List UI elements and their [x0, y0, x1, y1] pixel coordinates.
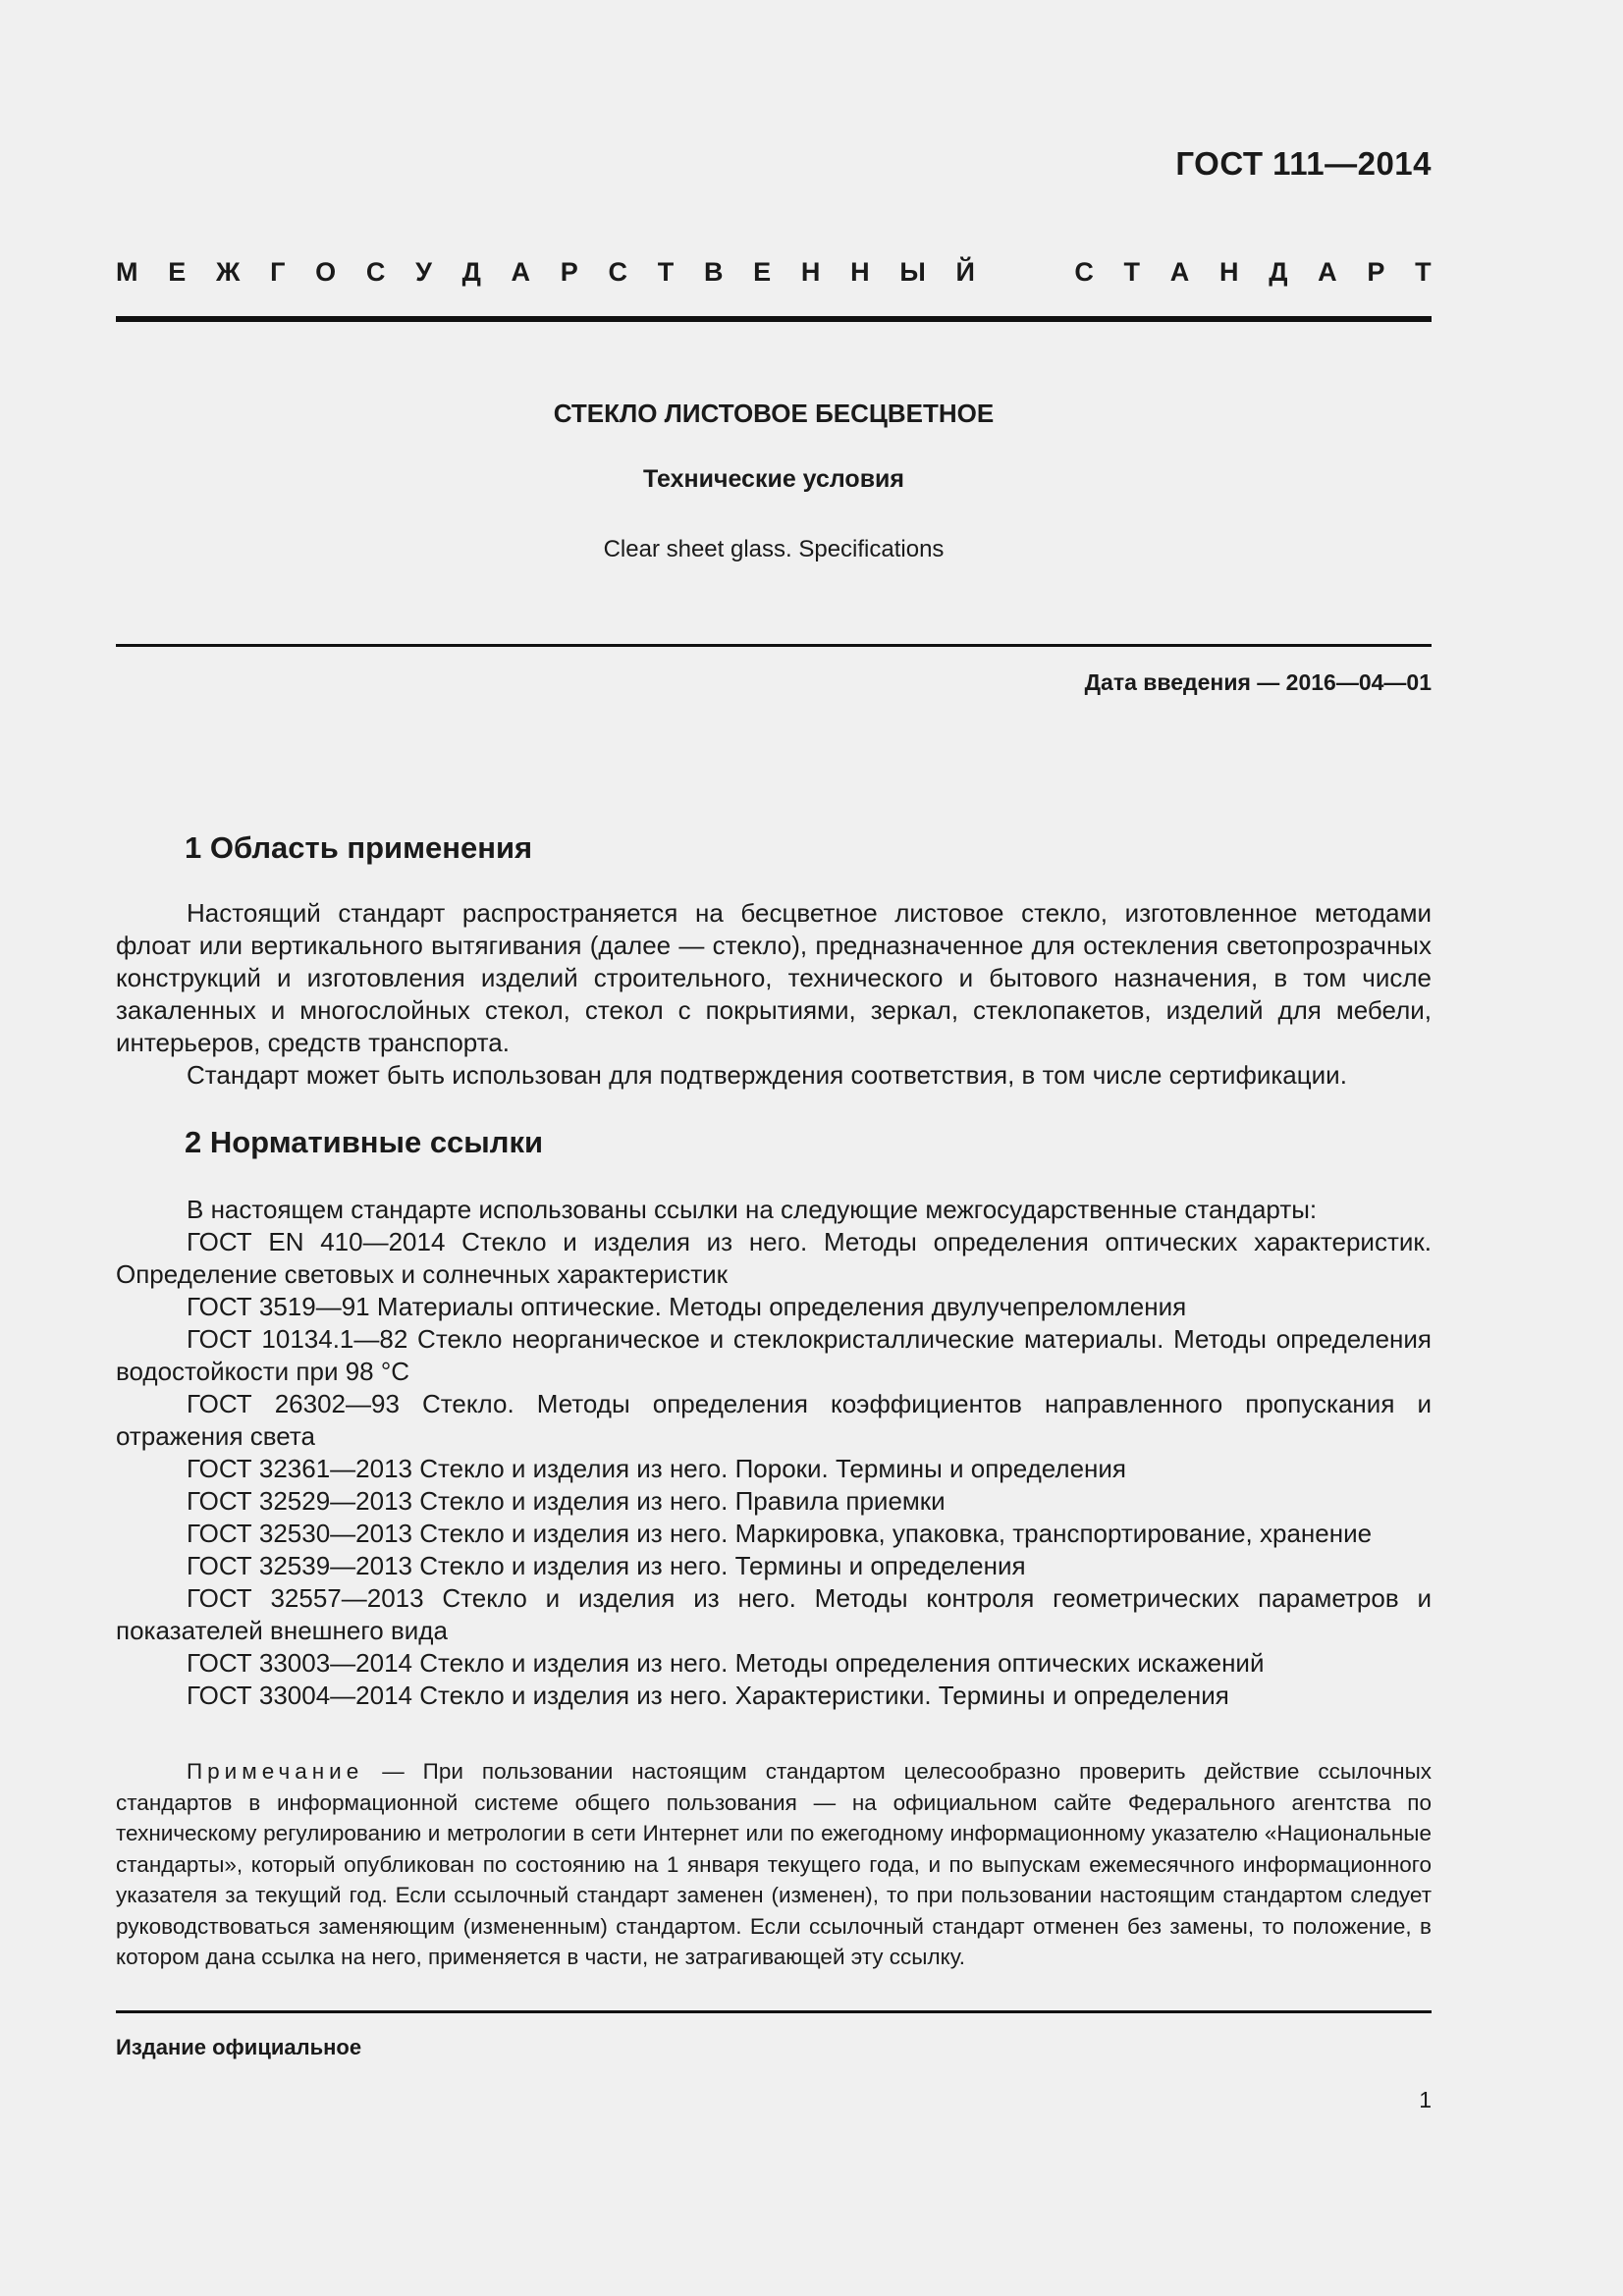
banner-letter: Ы [899, 257, 926, 287]
banner-letter: С [365, 257, 386, 287]
section-1-paragraph: Стандарт может быть использован для подтверждения соответствия, в том числе сертификации. [187, 1060, 1347, 1090]
footer-divider [116, 2010, 1432, 2013]
note-text: — При пользовании настоящим стандартом целесообразно проверить действие ссылочных стандартов в информационной системе общего пользования — на официальном сайте Федерального агентства по техническому регулированию и метрологии в сети Интернет или по ежегодному информационному указателю «Национальные стандарты», который опубликован по состоянию на 1 января текущего года, и по выпускам ежемесячного информационного указателя за текущий год. Если ссылочный стандарт заменен (изменен), то при пользовании настоящим стандартом следует руководствоваться заменяющим (измененным) стандартом. Если ссылочный стандарт отменен без замены, то положение, в котором дана ссылка на него, применяется в части, не затрагивающей эту ссылку. [116, 1759, 1432, 1969]
banner-letter: Р [560, 257, 578, 287]
section-2-intro: В настоящем стандарте использованы ссылки на следующие межгосударственные стандарты: [187, 1195, 1318, 1224]
reference-item: ГОСТ 32539—2013 Стекло и изделия из него. Термины и определения [187, 1551, 1026, 1580]
official-edition-label: Издание официальное [116, 2035, 362, 2059]
banner-letter: Й [955, 257, 975, 287]
page-number: 1 [1419, 2087, 1432, 2112]
banner-letter: С [1074, 257, 1094, 287]
section-1-paragraph: Настоящий стандарт распространяется на бесцветное листовое стекло, изготовленное методами флоат или вертикального вытягивания (далее — стекло), предназначенное для остекления светопрозрачных конструкций и изготовления изделий строительного, технического и бытового назначения, в том числе закаленных и многослойных стекол, стекол с покрытиями, зеркал, стеклопакетов, изделий для мебели, интерьеров, средств транспорта. [116, 898, 1432, 1057]
banner-letter: Н [800, 257, 821, 287]
banner-letter: У [415, 257, 432, 287]
standard-subtitle: Технические условия [642, 465, 905, 493]
banner-letter: М [116, 257, 138, 287]
banner-letter: А [1318, 257, 1337, 287]
section-2-heading: 2 Нормативные ссылки [185, 1125, 544, 1159]
document-page [116, 0, 1432, 2296]
banner-letter: Г [270, 257, 286, 287]
banner-letter: Н [1218, 257, 1239, 287]
section-2-body [116, 1194, 1432, 1712]
banner-letter: Д [461, 257, 481, 287]
reference-item: ГОСТ 26302—93 Стекло. Методы определения коэффициентов направленного пропускания и отражения света [116, 1389, 1432, 1451]
banner-letter: Н [850, 257, 870, 287]
reference-item: ГОСТ 32530—2013 Стекло и изделия из него. Маркировка, упаковка, транспортирование, хранение [187, 1519, 1373, 1548]
reference-item: ГОСТ 10134.1—82 Стекло неорганическое и стеклокристаллические материалы. Методы определения водостойкости при 98 °С [116, 1324, 1432, 1386]
banner-letter: Е [753, 257, 772, 287]
reference-item: ГОСТ EN 410—2014 Стекло и изделия из него. Методы определения оптических характеристик. Определение световых и солнечных характеристик [116, 1227, 1432, 1289]
banner-letter: Д [1269, 257, 1288, 287]
reference-item: ГОСТ 3519—91 Материалы оптические. Методы определения двулучепреломления [187, 1292, 1187, 1321]
banner-letter: А [511, 257, 531, 287]
header-divider [116, 316, 1432, 322]
banner-letter: С [608, 257, 627, 287]
banner-letter: Т [657, 257, 675, 287]
interstate-standard-banner [116, 257, 1432, 288]
banner-letter: Е [168, 257, 187, 287]
banner-letter: А [1169, 257, 1190, 287]
note-paragraph [116, 1756, 1432, 1973]
section-1-body [116, 897, 1432, 1092]
banner-letter: Т [1123, 257, 1141, 287]
banner-letter: Т [1415, 257, 1432, 287]
standard-title: СТЕКЛО ЛИСТОВОЕ БЕСЦВЕТНОЕ [553, 399, 995, 428]
reference-item: ГОСТ 32529—2013 Стекло и изделия из него. Правила приемки [187, 1486, 946, 1516]
note-label: Примечание [187, 1759, 364, 1784]
reference-item: ГОСТ 32361—2013 Стекло и изделия из него. Пороки. Термины и определения [187, 1454, 1126, 1483]
banner-word-gap [1005, 257, 1045, 288]
title-divider [116, 644, 1432, 647]
banner-letter: Ж [215, 257, 241, 287]
banner-letter: О [315, 257, 337, 287]
introduction-date: Дата введения — 2016—04—01 [1084, 669, 1432, 695]
reference-item: ГОСТ 32557—2013 Стекло и изделия из него. Методы контроля геометрических параметров и показателей внешнего вида [116, 1583, 1432, 1645]
reference-item: ГОСТ 33004—2014 Стекло и изделия из него. Характеристики. Термины и определения [187, 1681, 1229, 1710]
standard-english-title: Clear sheet glass. Specifications [603, 536, 945, 562]
reference-item: ГОСТ 33003—2014 Стекло и изделия из него. Методы определения оптических искажений [187, 1648, 1265, 1678]
document-number: ГОСТ 111—2014 [1175, 145, 1432, 182]
banner-letter: Р [1367, 257, 1385, 287]
section-1-heading: 1 Область применения [185, 830, 533, 865]
banner-letter: В [703, 257, 724, 287]
